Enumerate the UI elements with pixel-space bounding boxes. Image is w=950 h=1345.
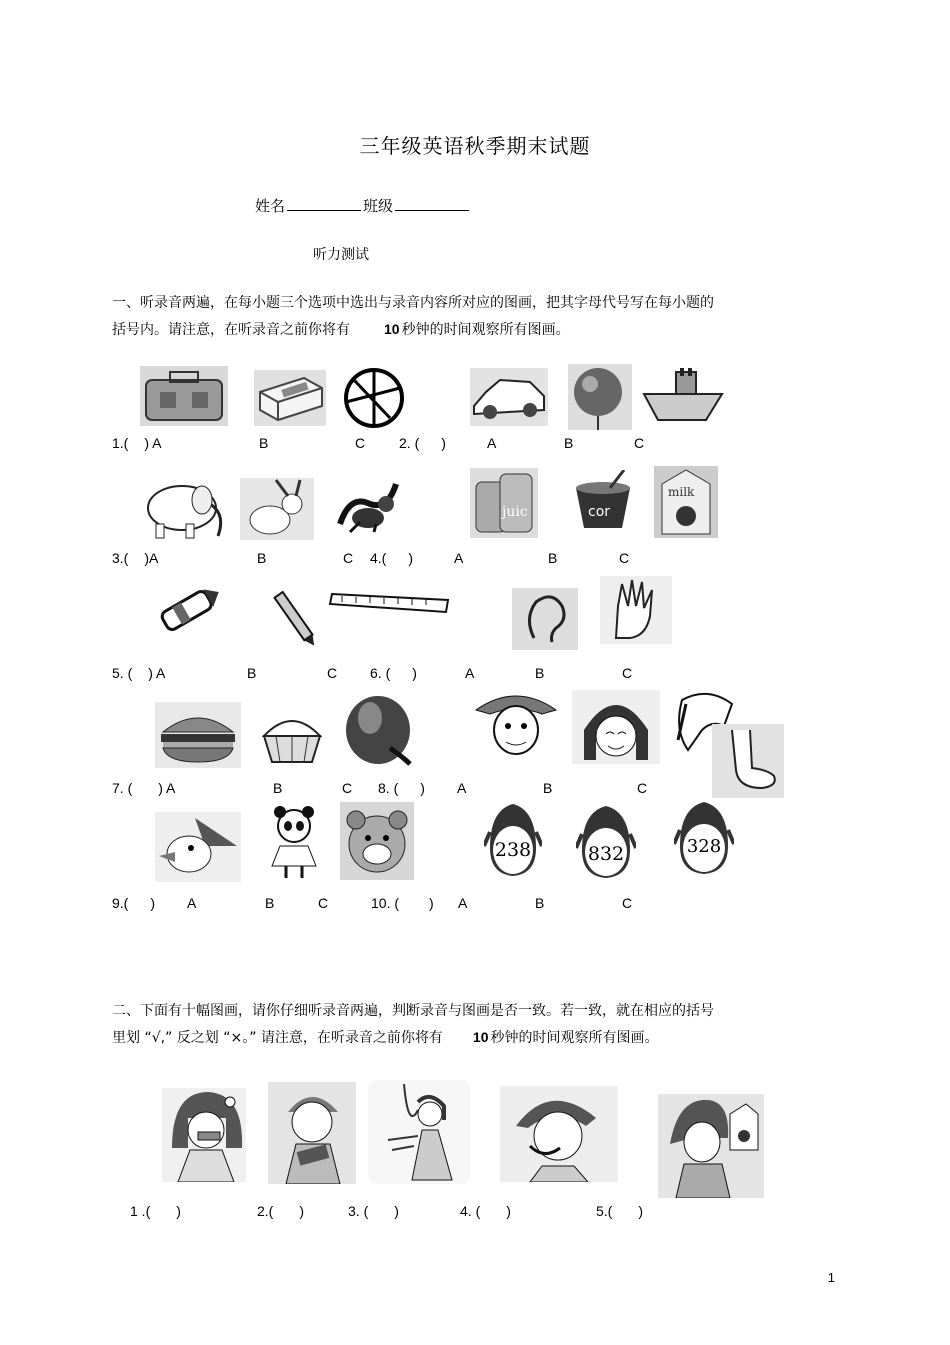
q1-option-c: C bbox=[355, 435, 366, 451]
q5-answer[interactable]: 5. ( ) A bbox=[112, 665, 166, 681]
coke-picture bbox=[570, 470, 636, 530]
part2-instruction-line2: 里划 “√,” 反之划 “×。” 请注意，在听录音之前你将有 10 秒钟的时间观察所有图画。 bbox=[112, 1029, 659, 1046]
juice-picture bbox=[470, 468, 538, 538]
q10-answer[interactable]: 10. ( ) bbox=[371, 895, 434, 911]
p2-q3-answer[interactable]: 3. ( ) bbox=[348, 1203, 399, 1219]
q9-answer[interactable]: 9.( ) bbox=[112, 895, 156, 911]
q6-answer[interactable]: 6. ( ) bbox=[370, 665, 417, 681]
part1-instruction-line1: 一、听录音两遍，在每小题三个选项中选出与录音内容所对应的图画，把其字母代号写在每小题的 bbox=[112, 295, 714, 311]
q4-option-a: A bbox=[454, 550, 464, 566]
class-label: 班级 bbox=[363, 197, 394, 215]
p2-q5-answer[interactable]: 5.( ) bbox=[596, 1203, 644, 1219]
q8-option-b: B bbox=[543, 780, 553, 796]
svg-text:juic: juic bbox=[502, 504, 528, 520]
elephant-picture bbox=[140, 474, 228, 540]
name-label: 姓名 bbox=[255, 197, 286, 215]
pencil-picture bbox=[265, 584, 325, 656]
svg-text:cor: cor bbox=[588, 504, 611, 520]
part2-instruction-line1: 二、下面有十幅图画，请你仔细听录音两遍，判断录音与图画是否一致。若一致，就在相应的括号 bbox=[112, 1003, 714, 1019]
q8-answer[interactable]: 8. ( ) bbox=[378, 780, 425, 796]
section-heading: 听力测试 bbox=[313, 247, 369, 263]
page-number: 1 bbox=[827, 1270, 835, 1285]
q2-option-a: A bbox=[487, 435, 497, 451]
balloon-picture bbox=[568, 364, 632, 430]
svg-text:milk: milk bbox=[668, 485, 695, 499]
q8-option-c: C bbox=[637, 780, 648, 796]
schoolbag-picture bbox=[140, 366, 228, 426]
q7-option-b: B bbox=[273, 780, 283, 796]
boy-face-picture bbox=[472, 688, 558, 760]
foot-picture bbox=[712, 724, 784, 798]
p2-q4-answer[interactable]: 4. ( ) bbox=[460, 1203, 511, 1219]
q3-answer[interactable]: 3.( )A bbox=[112, 550, 159, 566]
eraser-picture bbox=[254, 370, 326, 426]
p2-q2-answer[interactable]: 2.( ) bbox=[257, 1203, 305, 1219]
q3-option-c: C bbox=[343, 550, 354, 566]
bear-picture bbox=[340, 802, 414, 880]
q8-option-a: A bbox=[457, 780, 467, 796]
cake-picture bbox=[256, 706, 328, 766]
part1-instruction bbox=[112, 290, 772, 343]
q1-option-b: B bbox=[259, 435, 269, 451]
q5-option-c: C bbox=[327, 665, 338, 681]
page-title: 三年级英语秋季期末试题 bbox=[359, 134, 591, 158]
ear-picture bbox=[512, 588, 578, 650]
q4-option-c: C bbox=[619, 550, 630, 566]
rabbit-picture bbox=[240, 478, 314, 540]
q7-answer[interactable]: 7. ( ) A bbox=[112, 780, 176, 796]
girl-face-picture bbox=[572, 690, 660, 764]
hamburger-picture bbox=[155, 702, 241, 768]
q7-option-c: C bbox=[342, 780, 353, 796]
q4-answer[interactable]: 4.( ) bbox=[370, 550, 414, 566]
student-info bbox=[255, 195, 471, 216]
part2-instruction bbox=[112, 998, 772, 1051]
q10-option-a: A bbox=[458, 895, 468, 911]
penguin-a-picture bbox=[484, 800, 542, 878]
q1-answer[interactable]: 1.( ) A bbox=[112, 435, 162, 451]
q6-option-b: B bbox=[535, 665, 545, 681]
q3-option-b: B bbox=[257, 550, 267, 566]
q2-answer[interactable]: 2. ( ) bbox=[399, 435, 446, 451]
q10-option-b: B bbox=[535, 895, 545, 911]
chicken-picture bbox=[340, 688, 414, 768]
boy-pencilbox-picture bbox=[268, 1082, 356, 1184]
penguin-c-picture bbox=[674, 798, 734, 876]
girl-milk-picture bbox=[658, 1094, 764, 1198]
ruler-picture bbox=[328, 588, 454, 618]
q6-option-a: A bbox=[465, 665, 475, 681]
milk-picture bbox=[654, 466, 718, 538]
penguin-b-picture bbox=[576, 802, 636, 880]
girl-rope-picture bbox=[368, 1080, 470, 1184]
part1-instruction-line2: 括号内。请注意，在听录音之前你将有 10 秒钟的时间观察所有图画。 bbox=[112, 321, 570, 338]
penguin-b-number: 832 bbox=[587, 843, 625, 865]
penguin-a-number: 238 bbox=[494, 839, 532, 861]
panda-picture bbox=[262, 802, 326, 882]
penguin-c-number: 328 bbox=[686, 836, 722, 857]
name-blank[interactable] bbox=[287, 196, 361, 211]
duck-picture bbox=[155, 812, 241, 882]
squirrel-picture bbox=[330, 474, 408, 538]
hand-picture bbox=[600, 576, 672, 644]
q6-option-c: C bbox=[622, 665, 633, 681]
boy-cold-picture bbox=[500, 1086, 618, 1182]
car-picture bbox=[470, 368, 548, 426]
q9-option-b: B bbox=[265, 895, 275, 911]
class-blank[interactable] bbox=[395, 196, 469, 211]
q2-option-b: B bbox=[564, 435, 574, 451]
girl-eating-picture bbox=[162, 1088, 246, 1182]
q2-option-c: C bbox=[634, 435, 645, 451]
ball-picture bbox=[340, 368, 408, 428]
q9-option-a: A bbox=[187, 895, 197, 911]
p2-q1-answer[interactable]: 1 .( ) bbox=[130, 1203, 181, 1219]
q10-option-c: C bbox=[622, 895, 633, 911]
ship-picture bbox=[640, 366, 726, 426]
q5-option-b: B bbox=[247, 665, 257, 681]
q9-option-c: C bbox=[318, 895, 329, 911]
crayon-picture bbox=[155, 578, 227, 638]
q4-option-b: B bbox=[548, 550, 558, 566]
